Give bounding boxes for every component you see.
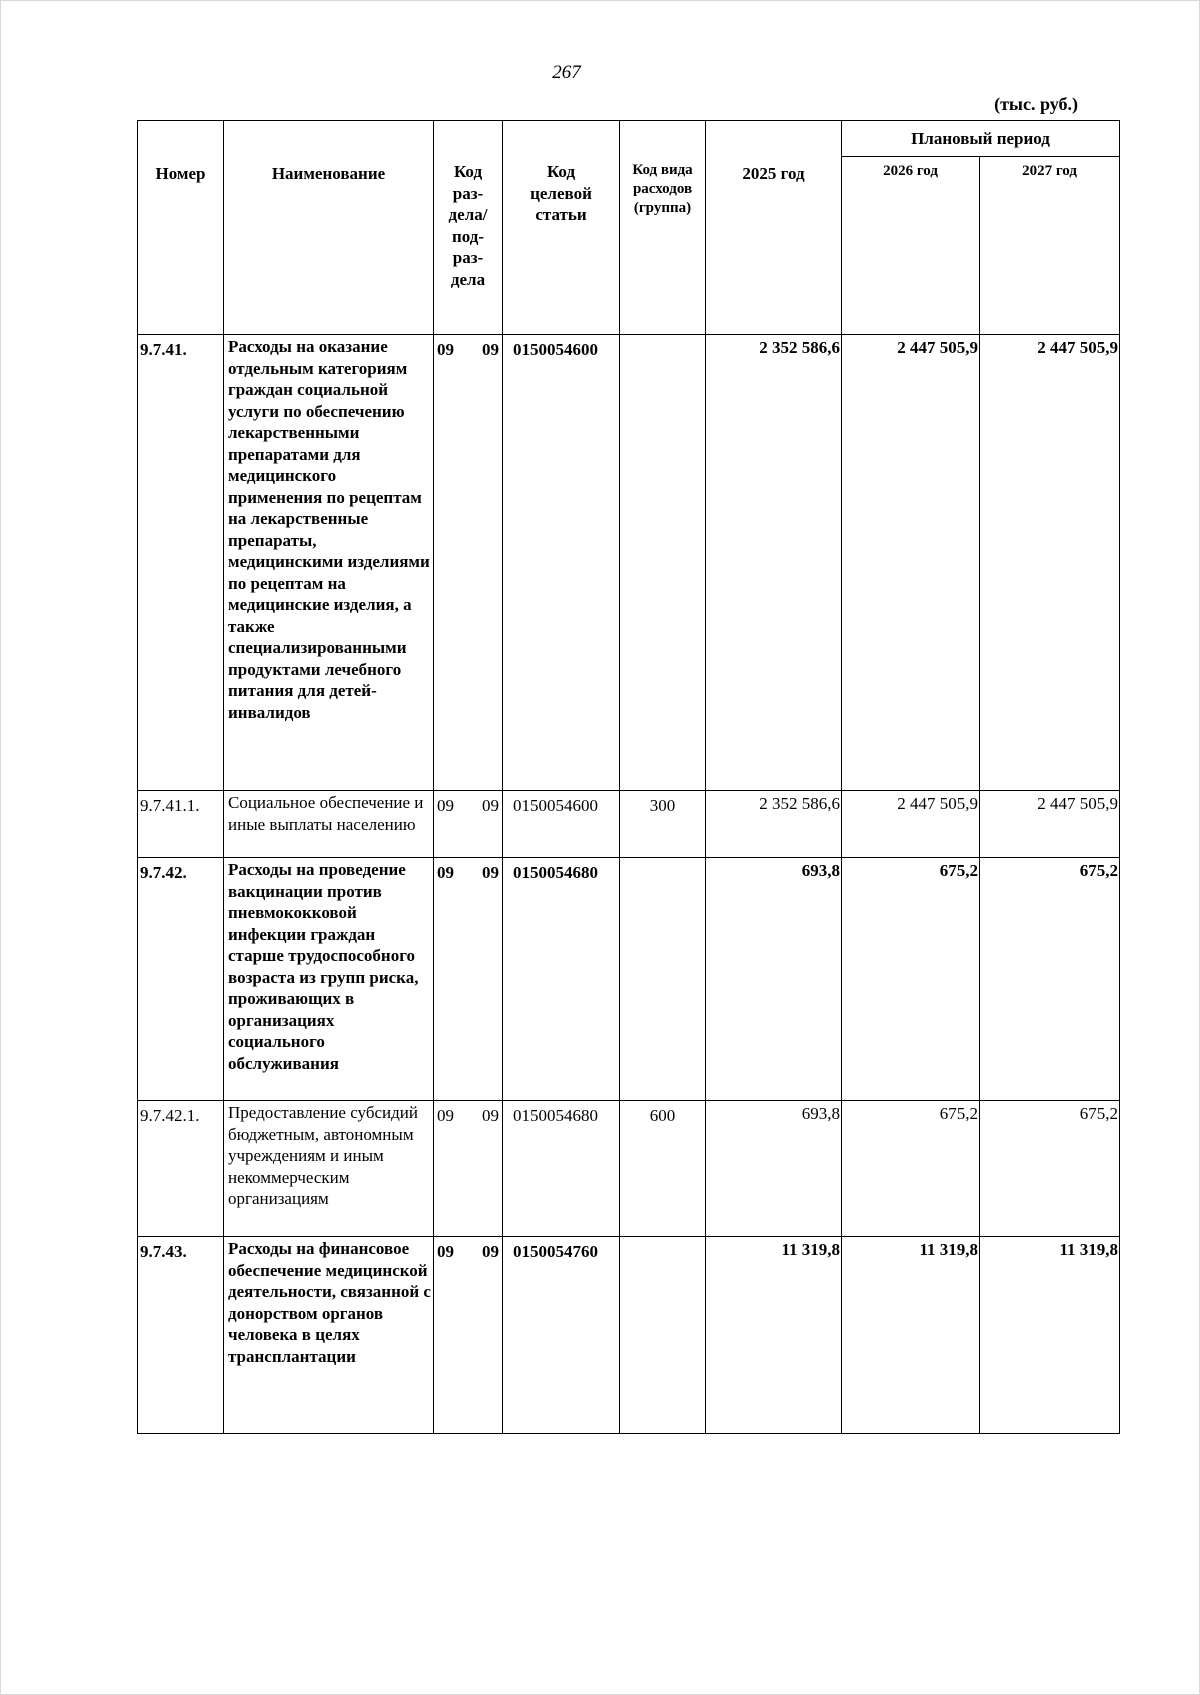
row-number: 9.7.41.: [138, 335, 224, 791]
row-vid: 600: [620, 1101, 706, 1237]
header-kod-razdela-line: дела/: [448, 205, 488, 224]
row-name: Расходы на оказание отдельным категориям граждан социальной услуги по обеспечению лекарственными препаратами для медицинского применения по рецептам на лекарственные препараты, медицинскими изделиями по рецептам на медицинские изделия, а также специализированными продуктами лечебного питания для детей-инвалидов: [224, 335, 434, 791]
row-vid: 300: [620, 791, 706, 858]
row-value-2027: 675,2: [980, 1101, 1120, 1237]
row-value-2027: 2 447 505,9: [980, 335, 1120, 791]
header-kod-vida: [620, 121, 706, 335]
row-value-2027: 2 447 505,9: [980, 791, 1120, 858]
row-podrazdel: 09: [482, 1242, 499, 1261]
row-razdel-cell: [434, 335, 503, 791]
row-name: Социальное обеспечение и иные выплаты населению: [224, 791, 434, 858]
row-value-2025: 693,8: [706, 1101, 842, 1237]
header-kod-celevoy-line: статьи: [535, 205, 587, 224]
header-kod-razdela-line: раз-: [452, 183, 484, 203]
row-number: 9.7.41.1.: [138, 791, 224, 858]
row-value-2026: 675,2: [842, 858, 980, 1101]
page-number: 267: [552, 62, 581, 83]
row-razdel: 09: [437, 1106, 454, 1125]
header-kod-vida-line: расходов: [632, 181, 693, 197]
header-naimenovanie: Наименование: [224, 121, 434, 335]
row-value-2026: 11 319,8: [842, 1237, 980, 1434]
budget-table: [137, 120, 1120, 1434]
header-2025: 2025 год: [706, 121, 842, 335]
row-razdel: 09: [437, 796, 454, 815]
header-kod-celevoy-line: Код: [546, 162, 576, 181]
row-name: Расходы на проведение вакцинации против пневмококковой инфекции граждан старше трудоспособного возраста из групп риска, проживающих в организациях социального обслуживания: [224, 858, 434, 1101]
row-razdel-cell: [434, 858, 503, 1101]
header-kod-razdela: [434, 121, 503, 335]
table-row: [138, 858, 1120, 1101]
header-2027: 2027 год: [980, 157, 1120, 335]
header-planovy-period: Плановый период: [842, 121, 1120, 157]
row-number: 9.7.42.: [138, 858, 224, 1101]
row-razdel-cell: [434, 1237, 503, 1434]
header-kod-razdela-line: Код: [453, 162, 483, 181]
row-name: Предоставление субсидий бюджетным, автономным учреждениям и иным некоммерческим организациям: [224, 1101, 434, 1237]
row-value-2025: 693,8: [706, 858, 842, 1101]
header-kod-celevoy: [503, 121, 620, 335]
row-number: 9.7.43.: [138, 1237, 224, 1434]
row-podrazdel: 09: [482, 1106, 499, 1125]
header-kod-razdela-line: раз-: [452, 248, 484, 267]
row-celevaya: 0150054600: [503, 791, 620, 858]
row-podrazdel: 09: [482, 796, 499, 815]
row-celevaya: 0150054680: [503, 858, 620, 1101]
row-value-2027: 675,2: [980, 858, 1120, 1101]
row-vid: [620, 335, 706, 791]
row-celevaya: 0150054760: [503, 1237, 620, 1434]
header-kod-vida-line: Код вида: [632, 162, 693, 178]
row-value-2026: 2 447 505,9: [842, 335, 980, 791]
header-2026: 2026 год: [842, 157, 980, 335]
header-nomer: Номер: [138, 121, 224, 335]
table-row: [138, 335, 1120, 791]
row-celevaya: 0150054680: [503, 1101, 620, 1237]
row-razdel: 09: [437, 340, 454, 359]
row-celevaya: 0150054600: [503, 335, 620, 791]
row-number: 9.7.42.1.: [138, 1101, 224, 1237]
row-value-2025: 2 352 586,6: [706, 335, 842, 791]
units-label: (тыс. руб.): [994, 94, 1078, 114]
row-razdel-cell: [434, 1101, 503, 1237]
row-name: Расходы на финансовое обеспечение медицинской деятельности, связанной с донорством органов человека в целях трансплантации: [224, 1237, 434, 1434]
row-value-2026: 675,2: [842, 1101, 980, 1237]
row-value-2025: 2 352 586,6: [706, 791, 842, 858]
row-podrazdel: 09: [482, 863, 499, 882]
row-razdel-cell: [434, 791, 503, 858]
row-value-2027: 11 319,8: [980, 1237, 1120, 1434]
header-kod-razdela-line: под-: [451, 226, 485, 246]
row-value-2025: 11 319,8: [706, 1237, 842, 1434]
row-podrazdel: 09: [482, 340, 499, 359]
row-value-2026: 2 447 505,9: [842, 791, 980, 858]
table-row: [138, 791, 1120, 858]
header-kod-celevoy-line: целевой: [530, 183, 592, 203]
header-kod-vida-line: (группа): [633, 200, 692, 216]
table-row: [138, 1101, 1120, 1237]
row-vid: [620, 1237, 706, 1434]
row-razdel: 09: [437, 1242, 454, 1261]
row-vid: [620, 858, 706, 1101]
row-razdel: 09: [437, 863, 454, 882]
header-kod-razdela-line: дела: [450, 269, 486, 289]
table-row: [138, 1237, 1120, 1434]
